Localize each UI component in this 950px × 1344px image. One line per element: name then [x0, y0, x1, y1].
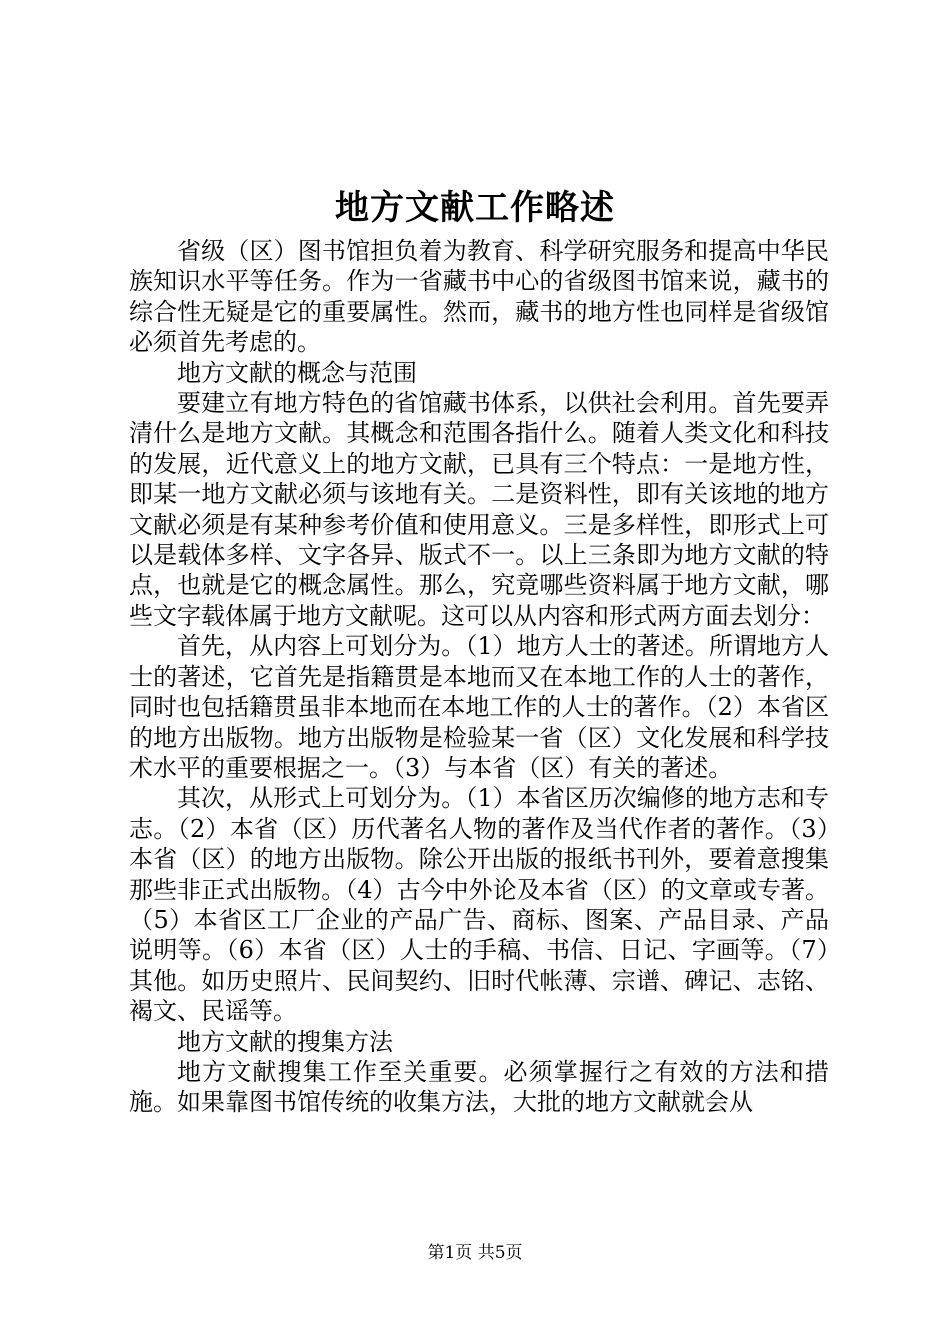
section-heading: 地方文献的概念与范围	[177, 358, 417, 387]
section-heading: 地方文献的搜集方法	[177, 1027, 393, 1056]
page-footer: 第1页 共5页	[427, 1243, 523, 1263]
document-title: 地方文献工作略述	[335, 188, 615, 228]
document-body	[129, 236, 829, 1118]
body-paragraph: 省级（区）图书馆担负着为教育、科学研究服务和提高中华民族知识水平等任务。作为一省藏书中心的省级图书馆来说，藏书的综合性无疑是它的重要属性。然而，藏书的地方性也同样是省级馆必须首先考虑的。	[129, 237, 829, 357]
body-paragraph: 要建立有地方特色的省馆藏书体系，以供社会利用。首先要弄清什么是地方文献。其概念和范围各指什么。随着人类文化和科技的发展，近代意义上的地方文献，已具有三个特点：一是地方性，即某一地方文献必须与该地有关。二是资料性，即有关该地的地方文献必须是有某种参考价值和使用意义。三是多样性，即形式上可以是载体多样、文字各异、版式不一。以上三条即为地方文献的特点，也就是它的概念属性。那么，究竟哪些资料属于地方文献，哪些文字载体属于地方文献呢。这可以从内容和形式两方面去划分：	[129, 389, 829, 630]
body-paragraph: 其次，从形式上可划分为。（1）本省区历次编修的地方志和专志。（2）本省（区）历代著名人物的著作及当代作者的著作。（3）本省（区）的地方出版物。除公开出版的报纸书刊外，要着意搜集那些非正式出版物。（4）古今中外论及本省（区）的文章或专著。（5）本省区工厂企业的产品广告、商标、图案、产品目录、产品说明等。（6）本省（区）人士的手稿、书信、日记、字画等。（7）其他。如历史照片、民间契约、旧时代帐薄、宗谱、碑记、志铭、褐文、民谣等。	[129, 784, 829, 1026]
body-paragraph: 首先，从内容上可划分为。（1）地方人士的著述。所谓地方人士的著述，它首先是指籍贯是本地而又在本地工作的人士的著作，同时也包括籍贯虽非本地而在本地工作的人士的著作。（2）本省区的地方出版物。地方出版物是检验某一省（区）文化发展和科学技术水平的重要根据之一。（3）与本省（区）有关的著述。	[129, 632, 829, 782]
body-paragraph: 地方文献搜集工作至关重要。必须掌握行之有效的方法和措施。如果靠图书馆传统的收集方法，大批的地方文献就会从	[129, 1057, 829, 1117]
